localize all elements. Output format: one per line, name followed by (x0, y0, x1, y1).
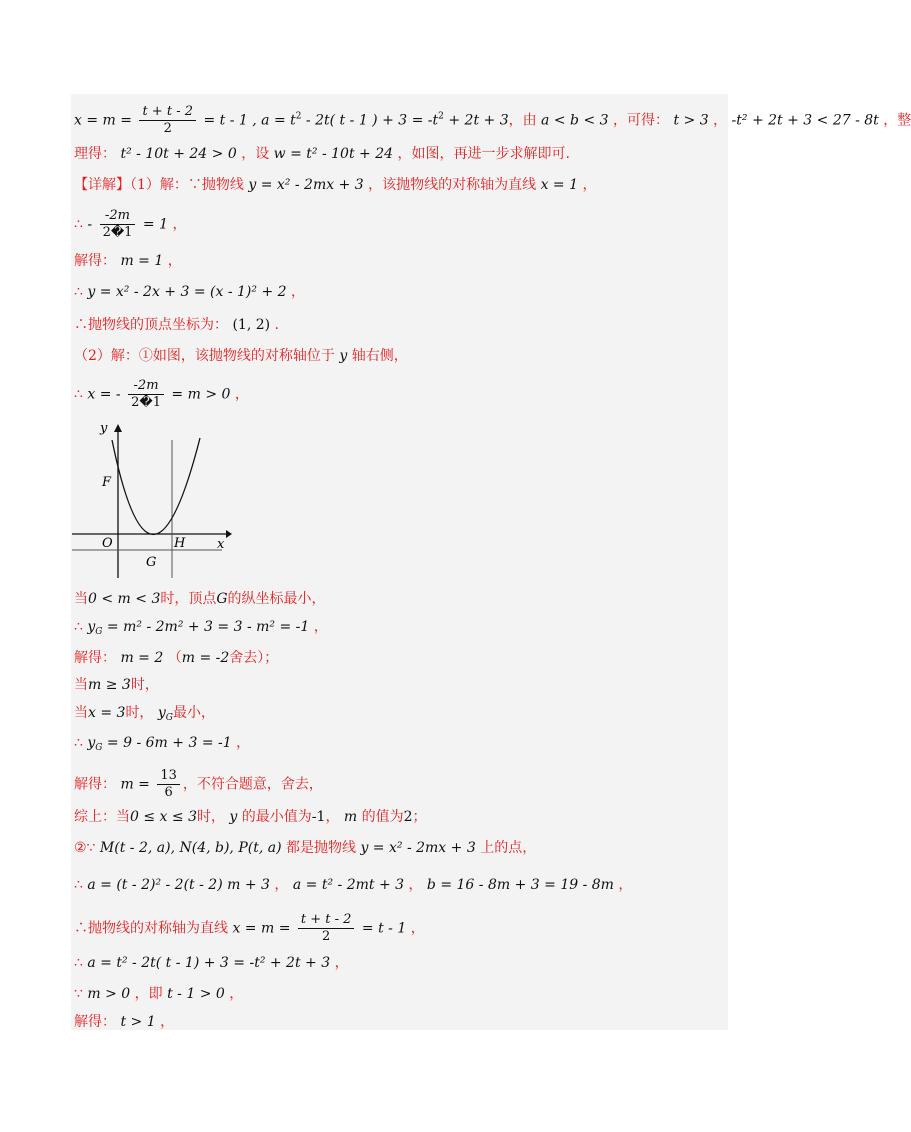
math: m ≥ 3 (88, 677, 131, 693)
math: x (74, 112, 82, 129)
math: x = m = (228, 920, 295, 937)
text: ，该抛物线的对称轴为直线 (368, 177, 537, 193)
fraction-denominator: 2 (163, 121, 172, 136)
text: ，如图，再进一步求解即可. (397, 146, 570, 162)
text: 时，顶点 (160, 591, 217, 607)
math: = t - 1 (357, 920, 411, 937)
text: ， (167, 253, 182, 269)
math: y (82, 735, 96, 751)
text: 综上：当 (74, 809, 130, 825)
text: ， (334, 955, 349, 971)
text: 当 (74, 591, 88, 607)
text: 轴右侧， (351, 348, 408, 364)
math: w = t² - 10t + 24 (269, 146, 398, 162)
text-line-14 (74, 703, 726, 728)
text-line-11 (74, 617, 726, 642)
math: -t² + 2t + 3 < 27 - 8t (727, 112, 884, 129)
text: 【详解】（1）解：∵抛物线 (74, 177, 244, 193)
math: x = 1 (536, 177, 583, 193)
math: = 9 - 6m + 3 = -1 (102, 735, 237, 751)
text: ∴ (74, 284, 83, 300)
text: 最小， (173, 705, 215, 721)
text: ， (160, 1014, 175, 1030)
text-line-23 (74, 1012, 726, 1032)
fraction (100, 208, 136, 241)
text: ， (618, 877, 633, 893)
text-line-18 (74, 838, 726, 858)
parabola-graph (72, 420, 232, 580)
x-axis-arrow (226, 530, 232, 538)
text-line-5 (74, 251, 726, 271)
math: y = x² - 2x + 3 = (x - 1)² + 2 (82, 284, 291, 300)
math: G (216, 591, 228, 607)
text: 的值为 (361, 809, 404, 825)
math: a = t² - 2t( t - 1) + 3 = -t² + 2t + 3 (82, 955, 335, 971)
subscript: G (165, 713, 173, 723)
fraction-numerator: t + t - 2 (298, 912, 355, 929)
math: 2 (403, 809, 413, 825)
text: ， (582, 177, 597, 193)
math: = m² - 2m² + 3 = 3 - m² = -1 (102, 619, 314, 635)
text: ，即 (134, 986, 163, 1002)
math: t² - 10t + 24 > 0 (116, 146, 242, 162)
point-g-label: G (146, 555, 157, 570)
text: ， (172, 216, 187, 233)
text: 当 (74, 705, 88, 721)
text: ，由 (508, 112, 537, 129)
text: ； (412, 809, 427, 825)
text-line-10 (74, 589, 726, 609)
math: t > 1 (116, 1014, 161, 1030)
point-f-label: F (102, 475, 112, 490)
fraction-numerator: t + t - 2 (139, 104, 196, 121)
text: ∴抛物线的对称轴为直线 (74, 920, 228, 937)
fraction-denominator: 2�1 (131, 395, 161, 410)
math: y = x² - 2mx + 3 (243, 177, 369, 193)
math: M(t - 2, a), N(4, b), P(t, a) (95, 840, 286, 856)
math: x = - (82, 386, 126, 403)
text: ， (236, 735, 251, 751)
fraction-denominator: 6 (164, 785, 173, 800)
math: -1 (311, 809, 326, 825)
text: ∵ (74, 986, 83, 1002)
math: - (82, 216, 97, 233)
math: a = (t - 2)² - 2(t - 2) m + 3 (82, 877, 275, 893)
subscript: G (95, 627, 103, 637)
fraction (157, 768, 180, 801)
math: = 1 (138, 216, 173, 233)
text: ， (274, 877, 289, 893)
math: x = 3 (88, 705, 126, 721)
math: y = x² - 2mx + 3 (356, 840, 481, 856)
text-line-6 (74, 282, 726, 302)
text-line-3 (74, 175, 726, 195)
text: ， (290, 284, 305, 300)
fraction (298, 912, 355, 945)
text: ， (410, 920, 425, 937)
math: b = 16 - 8m + 3 = 19 - 8m (422, 877, 619, 893)
text: 解得： (74, 650, 116, 666)
math: m > 0 (82, 986, 135, 1002)
math: y (153, 705, 166, 721)
text: ，不符合题意，舍去， (182, 776, 323, 793)
parabola-curve (112, 438, 200, 535)
text: 都是抛物线 (286, 840, 356, 856)
text: ，可得： (613, 112, 669, 129)
text: （ (167, 650, 182, 666)
text: ， (713, 112, 728, 129)
math: a = t² - 2mt + 3 (288, 877, 409, 893)
math: t - 1 > 0 (162, 986, 230, 1002)
math: m = -2 (181, 650, 230, 666)
math: t > 3 (669, 112, 714, 129)
point-h-label: H (174, 536, 186, 551)
math: y (82, 619, 96, 635)
text: ∴ (74, 735, 83, 751)
text: ， (325, 809, 340, 825)
text: 的最小值为 (241, 809, 312, 825)
text: ， (408, 877, 423, 893)
x-axis-label: x (217, 537, 225, 552)
math: = m = (81, 112, 137, 129)
math: y (334, 348, 352, 364)
text: ，设 (241, 146, 270, 162)
math: y (224, 809, 242, 825)
text: 时， (125, 705, 154, 721)
origin-label: O (102, 536, 113, 551)
text: ②∵ (74, 840, 96, 856)
math: = m > 0 (166, 386, 235, 403)
math: a < b < 3 (536, 112, 613, 129)
math: = t - 1 , a = t (199, 112, 296, 129)
text-line-12 (74, 648, 726, 668)
text: ， (313, 619, 328, 635)
text-line-15 (74, 733, 726, 758)
text: 时， (196, 809, 225, 825)
text: 解得： (74, 253, 116, 269)
fraction-denominator: 2 (322, 929, 331, 944)
math: 0 ≤ x ≤ 3 (130, 809, 197, 825)
superscript: 2 (295, 111, 302, 122)
text: ∴ (74, 619, 83, 635)
text: 的纵坐标最小， (227, 591, 326, 607)
text: ∴ (74, 877, 83, 893)
text: （2）解：①如图，该抛物线的对称轴位于 (74, 348, 335, 364)
text: ∴ (74, 955, 83, 971)
text: 当 (74, 677, 88, 693)
text-line-2 (74, 144, 726, 164)
text: ，整 (883, 112, 911, 129)
text-line-22 (74, 984, 726, 1004)
math: m (339, 809, 362, 825)
fraction-numerator: 13 (157, 768, 180, 785)
text-line-1 (74, 104, 911, 137)
text-line-4 (74, 208, 726, 241)
superscript: 2 (438, 111, 444, 122)
text: 时， (130, 677, 159, 693)
fraction-numerator: -2m (128, 378, 164, 395)
text-line-20 (74, 912, 726, 945)
text-line-8 (74, 346, 726, 366)
text-line-16 (74, 768, 726, 801)
text: 解得： (74, 776, 116, 793)
text-line-17 (74, 807, 726, 827)
text-line-9 (74, 378, 726, 411)
text: . (274, 317, 279, 333)
math: m = 1 (116, 253, 168, 269)
text: 理得： (74, 146, 116, 162)
math: + 2t + 3 (443, 112, 509, 129)
text: 上的点， (480, 840, 537, 856)
subscript: G (95, 743, 103, 753)
text-line-19 (74, 875, 726, 895)
text: ， (234, 386, 249, 403)
text-line-13 (74, 675, 726, 695)
text-line-7 (74, 315, 726, 335)
text: ∴ (74, 216, 83, 233)
text: ∴抛物线的顶点坐标为： (74, 317, 228, 333)
math: m = 2 (116, 650, 168, 666)
text: 解得： (74, 1014, 116, 1030)
fraction (139, 104, 196, 137)
fraction (128, 378, 164, 411)
text: ， (229, 986, 244, 1002)
y-axis-arrow (114, 424, 122, 432)
math: 0 < m < 3 (88, 591, 161, 607)
math: m = (116, 776, 155, 793)
fraction-denominator: 2�1 (102, 225, 133, 240)
y-axis-label: y (100, 421, 108, 436)
text: 舍去）； (229, 650, 279, 666)
text-line-21 (74, 953, 726, 973)
math: (1, 2) (228, 317, 275, 333)
fraction-numerator: -2m (100, 208, 136, 225)
text: ∴ (74, 386, 83, 403)
math: - 2t( t - 1 ) + 3 = -t (301, 112, 439, 129)
